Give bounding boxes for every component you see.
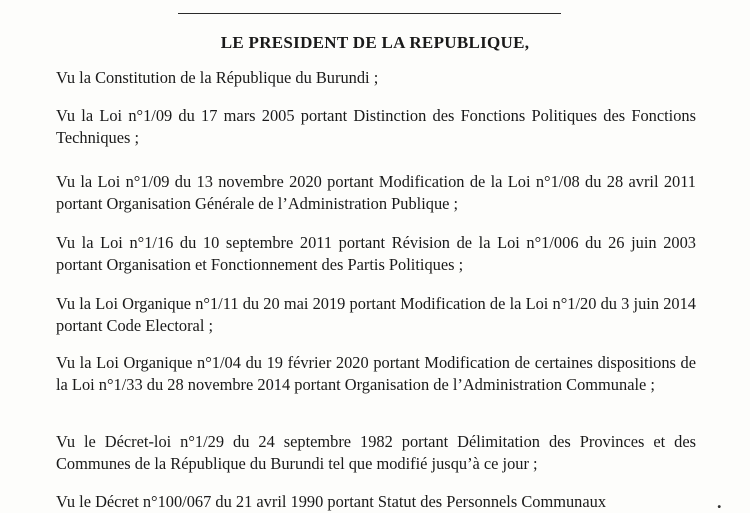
paragraph-3: Vu la Loi n°1/09 du 13 novembre 2020 portant Modification de la Loi n°1/08 du 28 avril 2011 portant Organisation Générale de l’Administration Publique ; bbox=[56, 172, 696, 213]
paragraph-2: Vu la Loi n°1/09 du 17 mars 2005 portant Distinction des Fonctions Politiques des Fonctions Techniques ; bbox=[56, 106, 696, 147]
document-heading: LE PRESIDENT DE LA REPUBLIQUE, bbox=[220, 33, 530, 52]
margin-mark: . bbox=[717, 492, 722, 512]
paragraph-4: Vu la Loi n°1/16 du 10 septembre 2011 portant Révision de la Loi n°1/006 du 26 juin 2003 portant Organisation et Fonctionnement des Partis Politiques ; bbox=[56, 233, 696, 274]
paragraph-8: Vu le Décret n°100/067 du 21 avril 1990 portant Statut des Personnels Communaux bbox=[56, 492, 607, 511]
paragraph-1: Vu la Constitution de la République du Burundi ; bbox=[56, 68, 379, 87]
paragraph-7: Vu le Décret-loi n°1/29 du 24 septembre 1982 portant Délimitation des Provinces et des Communes de la République du Burundi tel que modifié jusqu’à ce jour ; bbox=[56, 432, 696, 473]
paragraph-6: Vu la Loi Organique n°1/04 du 19 février 2020 portant Modification de certaines dispositions de la Loi n°1/33 du 28 novembre 2014 portant Organisation de l’Administration Communale ; bbox=[56, 353, 696, 394]
top-rule bbox=[178, 13, 561, 14]
paragraph-5: Vu la Loi Organique n°1/11 du 20 mai 2019 portant Modification de la Loi n°1/20 du 3 juin 2014 portant Code Electoral ; bbox=[56, 294, 696, 335]
